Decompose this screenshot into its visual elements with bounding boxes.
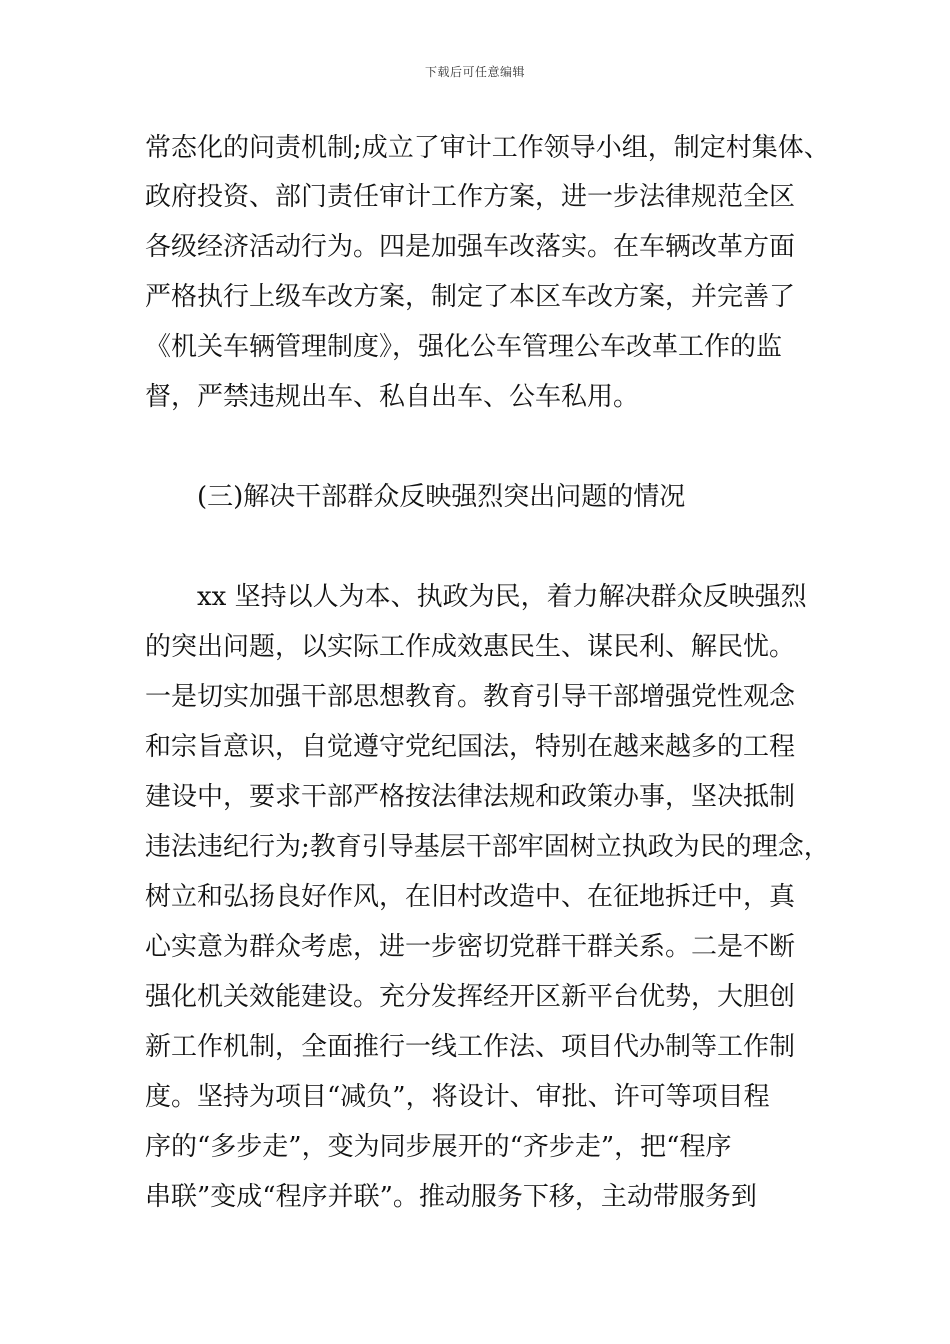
paragraph-2-line: 的突出问题，以实际工作成效惠民生、谋民利、解民忧。	[145, 632, 796, 662]
paragraph-2-line: xx 坚持以人为本、执政为民，着力解决群众反映强烈	[197, 582, 807, 612]
paragraph-1-line: 督，严禁违规出车、私自出车、公车私用。	[145, 382, 640, 412]
paragraph-2-line: 一是切实加强干部思想教育。教育引导干部增强党性观念	[145, 682, 796, 712]
paragraph-2-line: 和宗旨意识，自觉遵守党纪国法，特别在越来越多的工程	[145, 732, 796, 762]
paragraph-1-line: 《机关车辆管理制度》，强化公车管理公车改革工作的监	[145, 332, 783, 362]
paragraph-2-line: 度。坚持为项目“减负”，将设计、审批、许可等项目程	[145, 1082, 770, 1112]
paragraph-1-line: 各级经济活动行为。四是加强车改落实。在车辆改革方面	[145, 232, 796, 262]
paragraph-2-line: 违法违纪行为;教育引导基层干部牢固树立执政为民的理念，	[145, 832, 830, 862]
paragraph-2-line: 串联”变成“程序并联”。推动服务下移，主动带服务到	[145, 1182, 757, 1212]
paragraph-2-line: 序的“多步走”，变为同步展开的“齐步走”，把“程序	[145, 1132, 732, 1162]
paragraph-1-line: 常态化的问责机制;成立了审计工作领导小组，制定村集体、	[145, 133, 830, 163]
paragraph-2-line: 强化机关效能建设。充分发挥经开区新平台优势，大胆创	[145, 982, 796, 1012]
page-header: 下载后可任意编辑	[424, 65, 525, 79]
section-heading: (三)解决干部群众反映强烈突出问题的情况	[197, 482, 686, 512]
paragraph-2-line: 建设中，要求干部严格按法律法规和政策办事，坚决抵制	[145, 782, 796, 812]
paragraph-1-line: 严格执行上级车改方案，制定了本区车改方案，并完善了	[145, 282, 796, 312]
paragraph-2-line: 树立和弘扬良好作风，在旧村改造中、在征地拆迁中，真	[145, 882, 796, 912]
paragraph-2-line: 心实意为群众考虑，进一步密切党群干群关系。二是不断	[145, 932, 796, 962]
paragraph-1-line: 政府投资、部门责任审计工作方案，进一步法律规范全区	[145, 182, 796, 212]
paragraph-2-line: 新工作机制，全面推行一线工作法、项目代办制等工作制	[145, 1032, 796, 1062]
